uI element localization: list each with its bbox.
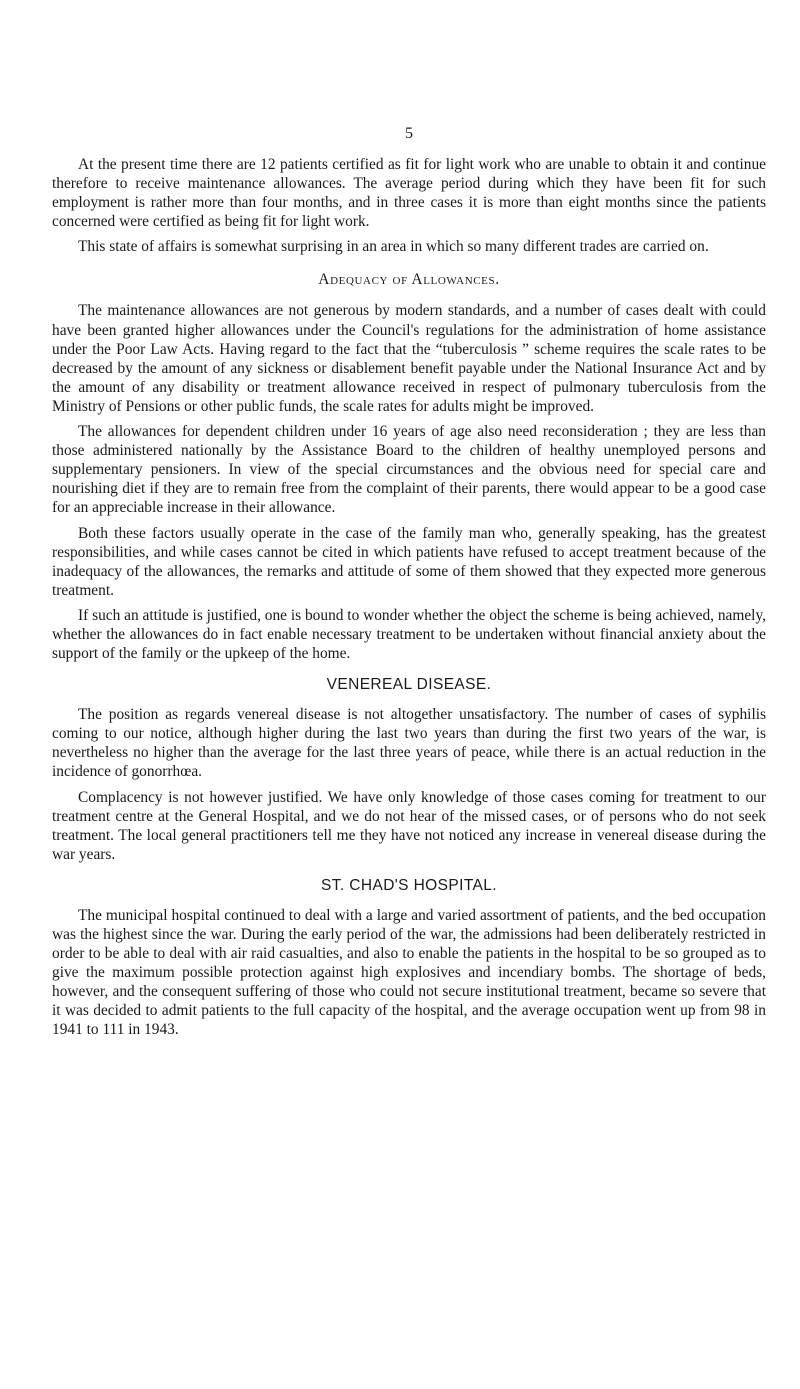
- section-heading-allowances: Adequacy of Allowances.: [318, 271, 500, 289]
- paragraph: The allowances for dependent children under 16 years of age also need reconsideration ; they are less than those administered nationally by the Assistance Board to the children of healthy unemployed persons and supplementary pensioners. In view of the special circumstances and the obvious need for special care and nourishing diet if they are to remain free from the complaint of their parents, there would appear to be a good case for an appreciable increase in their allowance.: [52, 423, 766, 517]
- paragraph: At the present time there are 12 patients certified as fit for light work who are unable to obtain it and continue therefore to receive maintenance allowances. The average period during which they have been fit for such employment is rather more than four months, and in three cases it is more than eight months since the patients concerned were certified as being fit for light work.: [52, 156, 766, 231]
- page-number: 5: [405, 125, 413, 142]
- section-heading-st-chads-hospital: ST. CHAD'S HOSPITAL.: [320, 876, 498, 894]
- paragraph: This state of affairs is somewhat surprising in an area in which so many different trades are carried on.: [78, 238, 709, 256]
- paragraph: Both these factors usually operate in the case of the family man who, generally speaking, has the greatest responsibilities, and while cases cannot be cited in which patients have refused to accept treatment because of the inadequacy of the allowances, the remarks and attitude of some of them showed that they expected more generous treatment.: [52, 524, 766, 599]
- paragraph: Complacency is not however justified. We have only knowledge of those cases coming for treatment to our treatment centre at the General Hospital, and we do not hear of the missed cases, or of persons who do not seek treatment. The local general practitioners tell me they have not noticed any increase in venereal disease during the war years.: [52, 788, 766, 863]
- paragraph: The position as regards venereal disease is not altogether unsatisfactory. The number of cases of syphilis coming to our notice, although higher during the last two years than during the first two years of the war, is nevertheless no higher than the average for the last three years of peace, while there is an actual reduction in the incidence of gonorrhœa.: [52, 706, 766, 781]
- document-page: [52, 0, 766, 1389]
- section-heading-venereal-disease: VENEREAL DISEASE.: [326, 676, 492, 694]
- paragraph: The maintenance allowances are not generous by modern standards, and a number of cases dealt with could have been granted higher allowances under the Council's regulations for the administration of home assistance under the Poor Law Acts. Having regard to the fact that the “tuberculosis ” scheme requires the scale rates to be decreased by the amount of any sickness or disablement benefit payable under the National Insurance Act and by the amount of any disability or treatment allowance received in respect of pulmonary tuberculosis from the Ministry of Pensions or other public funds, the scale rates for adults might be improved.: [52, 302, 766, 415]
- paragraph: The municipal hospital continued to deal with a large and varied assortment of patients, and the bed occupation was the highest since the war. During the early period of the war, the admissions had been deliberately restricted in order to be able to deal with air raid casualties, and also to enable the patients in the hospital to be so grouped as to give the maximum possible protection against high explosives and incendiary bombs. The shortage of beds, however, and the consequent suffering of those who could not secure institutional treatment, became so severe that it was decided to admit patients to the full capacity of the hospital, and the average occupation went up from 98 in 1941 to 111 in 1943.: [52, 906, 766, 1039]
- body-text: [52, 155, 766, 1040]
- paragraph: If such an attitude is justified, one is bound to wonder whether the object the scheme is being achieved, namely, whether the allowances do in fact enable necessary treatment to be undertaken without financial anxiety about the support of the family or the upkeep of the home.: [52, 606, 766, 663]
